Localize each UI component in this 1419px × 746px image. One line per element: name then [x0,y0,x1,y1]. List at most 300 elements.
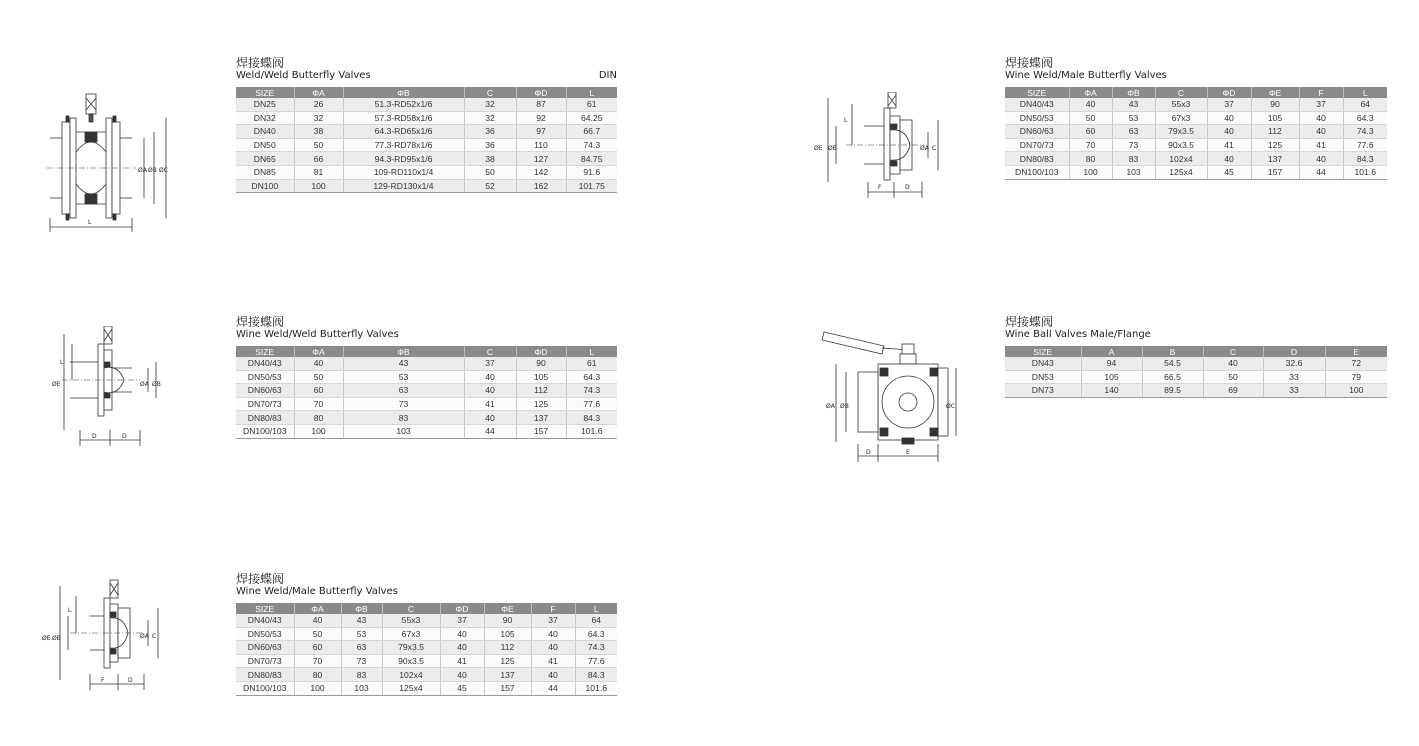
table-cell: 50 [464,165,516,179]
column-header: ΦA [1069,87,1112,98]
section-title [236,573,617,598]
table-cell: 32 [294,111,343,125]
table-cell: 38 [294,125,343,139]
table-cell: 162 [516,179,566,193]
table-cell: 64.3 [575,627,617,641]
table-cell: 40 [464,384,516,398]
table-cell: 44 [464,424,516,438]
table-cell: 64 [575,614,617,627]
column-header: L [566,87,617,98]
table-cell: 105 [484,627,531,641]
table-cell: 32 [464,98,516,111]
table-cell: 43 [343,357,464,370]
dim-label-a: ØA [920,145,929,152]
ball-valve-drawing [818,326,963,466]
table-row [1005,111,1387,125]
dim-label-d2: D [122,433,127,440]
table-row [236,627,617,641]
table-cell: 50 [294,370,343,384]
dim-label-c: ØC [946,403,955,410]
spec-table [1005,87,1387,180]
table-cell: DN70/73 [1005,138,1069,152]
table-cell: 60 [294,384,343,398]
table-cell: 112 [484,641,531,655]
table-cell: 77.3-RD78x1/6 [343,138,464,152]
dim-label-l: L [88,219,92,226]
title-english: Wine Weld/Male Butterfly Valves [236,586,398,597]
table-row [236,111,617,125]
section-title [236,316,617,341]
table-cell: 53 [1112,111,1155,125]
table-row [1005,357,1387,370]
table-cell: DN100/103 [236,424,294,438]
dim-label-e: E [906,449,910,456]
table-cell: 90 [1251,98,1299,111]
section-title [236,57,617,82]
table-header-row [236,603,617,614]
table-cell: 87 [516,98,566,111]
table-cell: 33 [1263,384,1325,398]
table-cell: 64.3 [566,370,617,384]
column-header: ΦE [1251,87,1299,98]
table-cell: 60 [294,641,341,655]
table-cell: 127 [516,152,566,166]
table-cell: DN50/53 [236,370,294,384]
table-cell: 63 [341,641,382,655]
column-header: ΦE [484,603,531,614]
table-cell: 41 [1207,138,1251,152]
table-cell: 129-RD130x1/4 [343,179,464,193]
table-cell: 40 [1299,111,1343,125]
table-cell: 157 [484,681,531,695]
column-header: ΦD [516,346,566,357]
table-row [236,370,617,384]
table-cell: 38 [464,152,516,166]
table-cell: 32.6 [1263,357,1325,370]
table-cell: 40 [440,641,484,655]
table-cell: 37 [1299,98,1343,111]
table-cell: 94.3-RD95x1/6 [343,152,464,166]
table-cell: 80 [294,411,343,425]
table-cell: 77.6 [566,397,617,411]
table-cell: 105 [516,370,566,384]
dim-label-d: D [128,677,133,684]
table-cell: 37 [464,357,516,370]
table-cell: 90 [484,614,531,627]
standard-label: DIN [598,70,617,81]
column-header: ΦA [294,603,341,614]
table-cell: 40 [531,627,575,641]
valve-drawing-wine-weld-male [812,92,952,202]
title-english [236,70,617,82]
table-cell: 55x3 [1155,98,1207,111]
dim-label-c: C [152,633,157,640]
table-cell: 112 [1251,125,1299,139]
column-header: ΦD [1207,87,1251,98]
dim-label-b: ØB [148,167,157,174]
table-cell: 72 [1325,357,1387,370]
table-cell: 45 [440,681,484,695]
table-cell: 40 [1299,152,1343,166]
table-cell: 77.6 [1343,138,1387,152]
table-cell: 101.75 [566,179,617,193]
column-header: F [1299,87,1343,98]
column-header: A [1081,346,1142,357]
table-cell: 83 [343,411,464,425]
table-cell: 55x3 [382,614,440,627]
table-row [1005,165,1387,179]
table-cell: 60 [1069,125,1112,139]
table-cell: 40 [1207,125,1251,139]
table-cell: 70 [294,654,341,668]
dim-label-b: ØB [152,381,161,388]
column-header: SIZE [236,87,294,98]
table-cell: 44 [1299,165,1343,179]
table-row [236,125,617,139]
table-cell: 102x4 [1155,152,1207,166]
column-header: ΦB [343,346,464,357]
table-cell: 80 [294,668,341,682]
table-cell: DN53 [1005,370,1081,384]
table-cell: 54.5 [1142,357,1203,370]
table-cell: 100 [294,424,343,438]
table-cell: 74.3 [575,641,617,655]
dim-label-a: ØA [140,633,149,640]
table-cell: 40 [1203,357,1263,370]
table-cell: 101.6 [566,424,617,438]
table-cell: 50 [294,627,341,641]
table-cell: 44 [531,681,575,695]
dim-label-d: D [92,433,97,440]
column-header: C [1155,87,1207,98]
column-header: ΦB [341,603,382,614]
table-row [236,152,617,166]
table-cell: 53 [343,370,464,384]
table-cell: 79x3.5 [382,641,440,655]
column-header: ΦA [294,346,343,357]
section-title [1005,57,1387,82]
dim-label-a: ØA [826,403,835,410]
dim-label-e: ØE [52,381,61,388]
table-cell: 66.5 [1142,370,1203,384]
table-cell: 52 [464,179,516,193]
table-cell: 125x4 [1155,165,1207,179]
title-chinese: 焊接蝶阀 [236,315,285,329]
dim-label-b: ØB [52,635,61,642]
table-cell: 40 [440,627,484,641]
table-cell: 53 [341,627,382,641]
table-cell: 40 [1207,152,1251,166]
table-row [236,424,617,438]
column-header: SIZE [236,346,294,357]
table-cell: 73 [1112,138,1155,152]
table-header-row [1005,346,1387,357]
table-cell: 90x3.5 [1155,138,1207,152]
table-cell: 66 [294,152,343,166]
table-row [236,397,617,411]
table-cell: DN60/63 [236,641,294,655]
table-cell: 40 [440,668,484,682]
table-cell: 89.5 [1142,384,1203,398]
valve-drawing-weld-weld [40,92,180,237]
table-cell: 40 [1069,98,1112,111]
table-cell: DN50/53 [236,627,294,641]
dim-label-f: F [878,184,882,191]
table-cell: DN100 [236,179,294,193]
dim-label-l: L [844,117,848,124]
table-cell: DN40/43 [236,614,294,627]
table-cell: 100 [294,179,343,193]
table-cell: 50 [1203,370,1263,384]
dim-label-e: ØE [814,145,823,152]
table-cell: 125 [1251,138,1299,152]
table-cell: 36 [464,125,516,139]
table-row [236,165,617,179]
table-row [1005,125,1387,139]
spec-table [1005,346,1387,398]
table-row [236,179,617,193]
table-cell: 36 [464,138,516,152]
table-cell: 41 [440,654,484,668]
table-cell: 125x4 [382,681,440,695]
table-cell: 37 [1207,98,1251,111]
table-cell: 105 [1081,370,1142,384]
title-chinese: 焊接蝶阀 [236,572,285,586]
table-cell: 26 [294,98,343,111]
table-cell: 40 [531,641,575,655]
table-cell: 84.75 [566,152,617,166]
table-row [236,98,617,111]
table-cell: 64.3-RD65x1/6 [343,125,464,139]
table-cell: DN40/43 [1005,98,1069,111]
table-cell: 80 [1069,152,1112,166]
title-chinese: 焊接蝶阀 [1005,56,1054,70]
table-cell: 74.3 [566,384,617,398]
table-cell: 137 [1251,152,1299,166]
column-header: F [531,603,575,614]
table-cell: 90 [516,357,566,370]
column-header: L [1343,87,1387,98]
table-cell: 64.3 [1343,111,1387,125]
table-cell: 103 [341,681,382,695]
table-cell: 83 [1112,152,1155,166]
table-cell: DN85 [236,165,294,179]
table-row [236,614,617,627]
table-cell: DN80/83 [1005,152,1069,166]
column-header: ΦD [516,87,566,98]
table-cell: 101.6 [575,681,617,695]
title-english: Wine Weld/Male Butterfly Valves [1005,70,1167,81]
table-cell: 70 [294,397,343,411]
column-header: ΦA [294,87,343,98]
table-cell: 40 [531,668,575,682]
dim-label-e: ØE [42,635,51,642]
table-row [1005,384,1387,398]
table-cell: 101.6 [1343,165,1387,179]
table-cell: 112 [516,384,566,398]
table-cell: 157 [516,424,566,438]
title-chinese: 焊接蝶阀 [1005,315,1054,329]
table-row [236,138,617,152]
table-cell: DN70/73 [236,397,294,411]
table-cell: 91.6 [566,165,617,179]
section-title [1005,316,1387,341]
table-cell: 90x3.5 [382,654,440,668]
title-english: Wine Ball Valves Male/Flange [1005,329,1151,340]
table-cell: DN43 [1005,357,1081,370]
table-row [1005,370,1387,384]
table-cell: 81 [294,165,343,179]
table-cell: 33 [1263,370,1325,384]
table-cell: 40 [294,614,341,627]
table-row [1005,98,1387,111]
table-cell: 74.3 [566,138,617,152]
table-cell: 84.3 [566,411,617,425]
table-cell: DN25 [236,98,294,111]
table-cell: 84.3 [1343,152,1387,166]
valve-drawing-wine-weld-weld [40,326,170,451]
table-cell: DN40/43 [236,357,294,370]
spec-table [236,603,617,696]
table-row [236,668,617,682]
column-header: C [1203,346,1263,357]
valve-drawing-wine-weld-male [40,578,170,693]
table-cell: 43 [1112,98,1155,111]
table-cell: 66.7 [566,125,617,139]
column-header: D [1263,346,1325,357]
table-cell: 41 [531,654,575,668]
table-row [236,357,617,370]
column-header: C [382,603,440,614]
table-cell: 32 [464,111,516,125]
table-cell: 67x3 [1155,111,1207,125]
table-cell: 100 [1325,384,1387,398]
table-row [236,411,617,425]
column-header: L [575,603,617,614]
dim-label-d: D [866,449,871,456]
column-header: ΦB [1112,87,1155,98]
table-cell: 40 [1299,125,1343,139]
table-cell: DN73 [1005,384,1081,398]
table-cell: 40 [464,411,516,425]
table-cell: DN60/63 [1005,125,1069,139]
title-english-text: Weld/Weld Butterfly Valves [236,70,371,81]
table-row [1005,152,1387,166]
dim-label-b: ØB [828,145,837,152]
table-cell: DN80/83 [236,411,294,425]
column-header: E [1325,346,1387,357]
table-cell: DN40 [236,125,294,139]
table-cell: 142 [516,165,566,179]
table-cell: 73 [341,654,382,668]
table-cell: 105 [1251,111,1299,125]
spec-table [236,87,617,193]
dim-label-c: ØC [159,167,168,174]
table-cell: 102x4 [382,668,440,682]
dim-label-l: L [60,359,64,366]
table-cell: DN100/103 [236,681,294,695]
dim-label-f: F [101,677,105,684]
table-cell: 100 [1069,165,1112,179]
table-cell: 51.3-RD52x1/6 [343,98,464,111]
table-cell: 43 [341,614,382,627]
table-cell: 40 [294,357,343,370]
table-cell: 103 [343,424,464,438]
table-cell: 73 [343,397,464,411]
table-cell: 69 [1203,384,1263,398]
title-chinese: 焊接蝶阀 [236,56,285,70]
table-cell: 84.3 [575,668,617,682]
column-header: B [1142,346,1203,357]
table-cell: DN32 [236,111,294,125]
table-row [236,641,617,655]
table-cell: 63 [343,384,464,398]
table-cell: DN60/63 [236,384,294,398]
table-cell: 57.3-RD58x1/6 [343,111,464,125]
table-cell: 61 [566,357,617,370]
table-cell: 70 [1069,138,1112,152]
table-cell: 61 [566,98,617,111]
table-cell: DN50/53 [1005,111,1069,125]
table-cell: 67x3 [382,627,440,641]
title-english: Wine Weld/Weld Butterfly Valves [236,329,399,340]
table-cell: 50 [1069,111,1112,125]
table-cell: 64.25 [566,111,617,125]
table-cell: 74.3 [1343,125,1387,139]
table-cell: 100 [294,681,341,695]
column-header: L [566,346,617,357]
spec-table [236,346,617,439]
table-cell: 64 [1343,98,1387,111]
table-cell: 125 [484,654,531,668]
column-header: SIZE [1005,346,1081,357]
table-cell: 77.6 [575,654,617,668]
column-header: ΦD [440,603,484,614]
table-cell: 79x3.5 [1155,125,1207,139]
table-cell: 157 [1251,165,1299,179]
table-cell: 103 [1112,165,1155,179]
table-cell: 92 [516,111,566,125]
dim-label-a: ØA [138,167,147,174]
table-cell: DN80/83 [236,668,294,682]
table-cell: DN50 [236,138,294,152]
column-header: ΦB [343,87,464,98]
table-cell: DN70/73 [236,654,294,668]
table-header-row [236,87,617,98]
table-cell: 125 [516,397,566,411]
table-cell: 37 [531,614,575,627]
table-cell: 63 [1112,125,1155,139]
table-row [236,654,617,668]
table-cell: 97 [516,125,566,139]
table-cell: 40 [464,370,516,384]
table-cell: 137 [516,411,566,425]
dim-label-a: ØA [140,381,149,388]
dim-label-b: ØB [840,403,849,410]
table-cell: 79 [1325,370,1387,384]
table-cell: DN65 [236,152,294,166]
table-cell: 41 [1299,138,1343,152]
dim-label-l: L [68,607,72,614]
column-header: C [464,87,516,98]
table-cell: 110 [516,138,566,152]
table-row [236,384,617,398]
table-cell: 140 [1081,384,1142,398]
table-cell: 45 [1207,165,1251,179]
table-header-row [1005,87,1387,98]
dim-label-c: C [932,145,937,152]
table-cell: 37 [440,614,484,627]
